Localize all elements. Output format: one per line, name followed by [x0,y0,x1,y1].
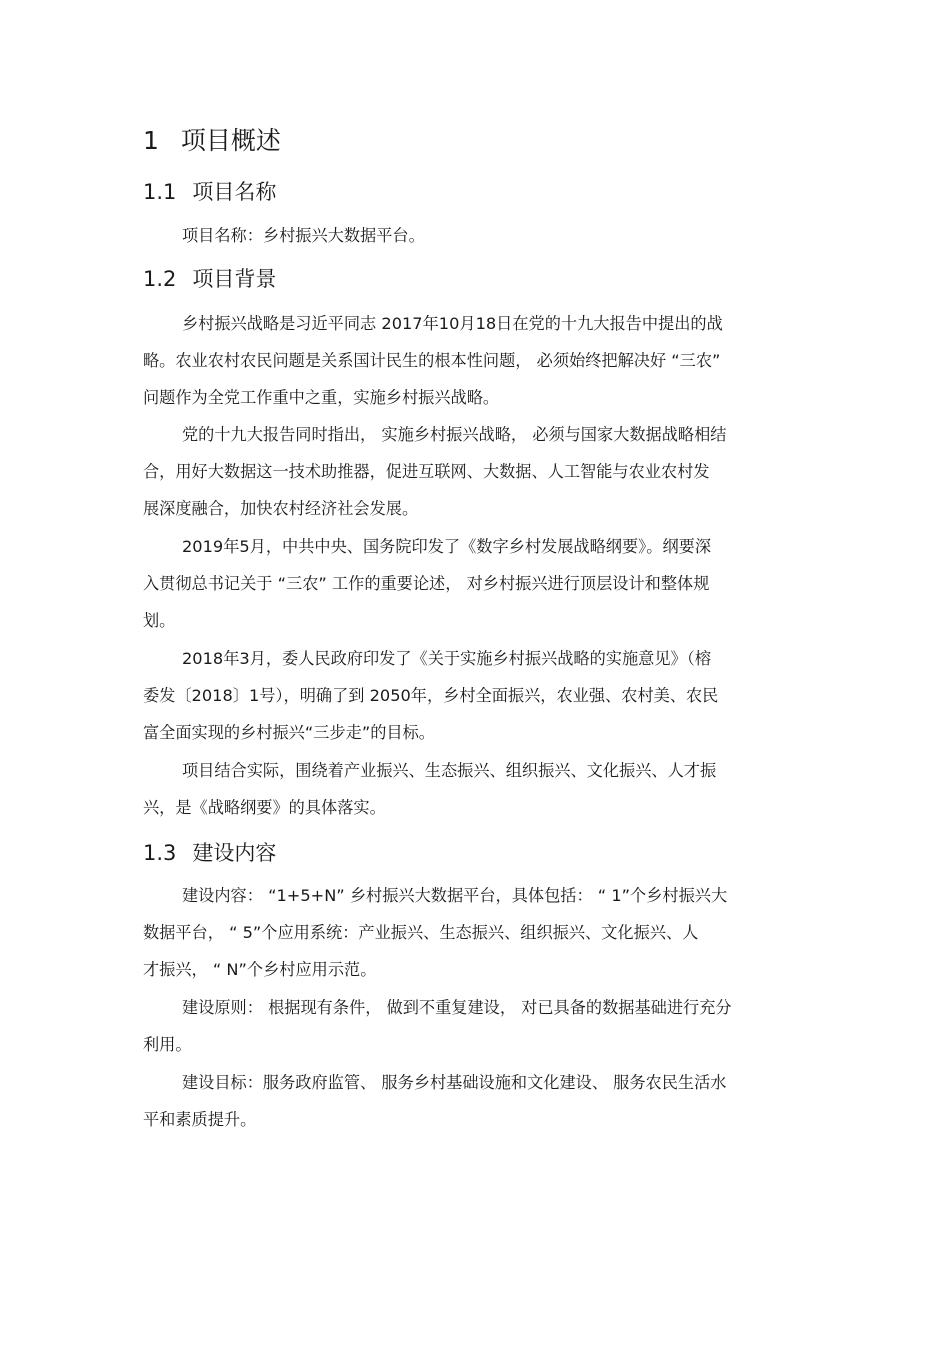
paragraph-line: 划。 [143,611,176,630]
paragraph-line: 兴，是《战略纲要》的具体落实。 [143,798,386,817]
paragraph-line: 利用。 [143,1035,192,1054]
subsection-title: 项目背景 [192,267,277,291]
paragraph-line: 建设内容： “1+5+N” 乡村振兴大数据平台，具体包括： “ 1”个乡村振兴大 [182,886,728,905]
paragraph-line: 项目结合实际，围绕着产业振兴、生态振兴、组织振兴、文化振兴、人才振 [182,761,717,780]
subsection-number: 1.2 [143,267,177,291]
subsection-heading-1-3 [143,837,276,869]
paragraph-line: 合，用好大数据这一技术助推器，促进互联网、大数据、人工智能与农业农村发 [143,462,710,481]
subsection-title: 项目名称 [192,180,277,204]
subsection-heading-1-2 [143,263,276,295]
section-number: 1 [143,126,159,155]
section-heading [143,121,281,161]
subsection-number: 1.1 [143,180,177,204]
paragraph-line: 略。农业农村农民问题是关系国计民生的根本性问题， 必须始终把解决好 “三农” [143,351,721,370]
subsection-heading-1-1 [143,176,276,208]
paragraph-line: 展深度融合，加快农村经济社会发展。 [143,499,419,518]
subsection-number: 1.3 [143,841,177,865]
paragraph-line: 建设目标：服务政府监管、 服务乡村基础设施和文化建设、 服务农民生活水 [182,1073,727,1092]
subsection-title: 建设内容 [192,841,277,865]
section-title: 项目概述 [180,126,281,155]
paragraph-line: 乡村振兴战略是习近平同志 2017年10月18日在党的十九大报告中提出的战 [182,314,723,333]
paragraph-line: 2019年5月，中共中央、国务院印发了《数字乡村发展战略纲要》。纲要深 [182,537,712,556]
paragraph-line: 2018年3月，委人民政府印发了《关于实施乡村振兴战略的实施意见》（榕 [182,649,712,668]
paragraph-line: 党的十九大报告同时指出， 实施乡村振兴战略， 必须与国家大数据战略相结 [182,425,727,444]
paragraph-line: 项目名称：乡村振兴大数据平台。 [182,226,425,245]
paragraph-line: 委发〔2018〕1号），明确了到 2050年，乡村全面振兴，农业强、农村美、农民 [143,686,719,705]
paragraph-line: 入贯彻总书记关于 “三农” 工作的重要论述， 对乡村振兴进行顶层设计和整体规 [143,574,710,593]
paragraph-line: 数据平台， “ 5”个应用系统：产业振兴、生态振兴、组织振兴、文化振兴、人 [143,923,699,942]
paragraph-line: 平和素质提升。 [143,1110,257,1129]
paragraph-line: 建设原则： 根据现有条件， 做到不重复建设， 对已具备的数据基础进行充分 [182,998,732,1017]
paragraph-line: 才振兴， “ N”个乡村应用示范。 [143,960,377,979]
paragraph-line: 富全面实现的乡村振兴“三步走”的目标。 [143,723,435,742]
paragraph-line: 问题作为全党工作重中之重，实施乡村振兴战略。 [143,388,500,407]
